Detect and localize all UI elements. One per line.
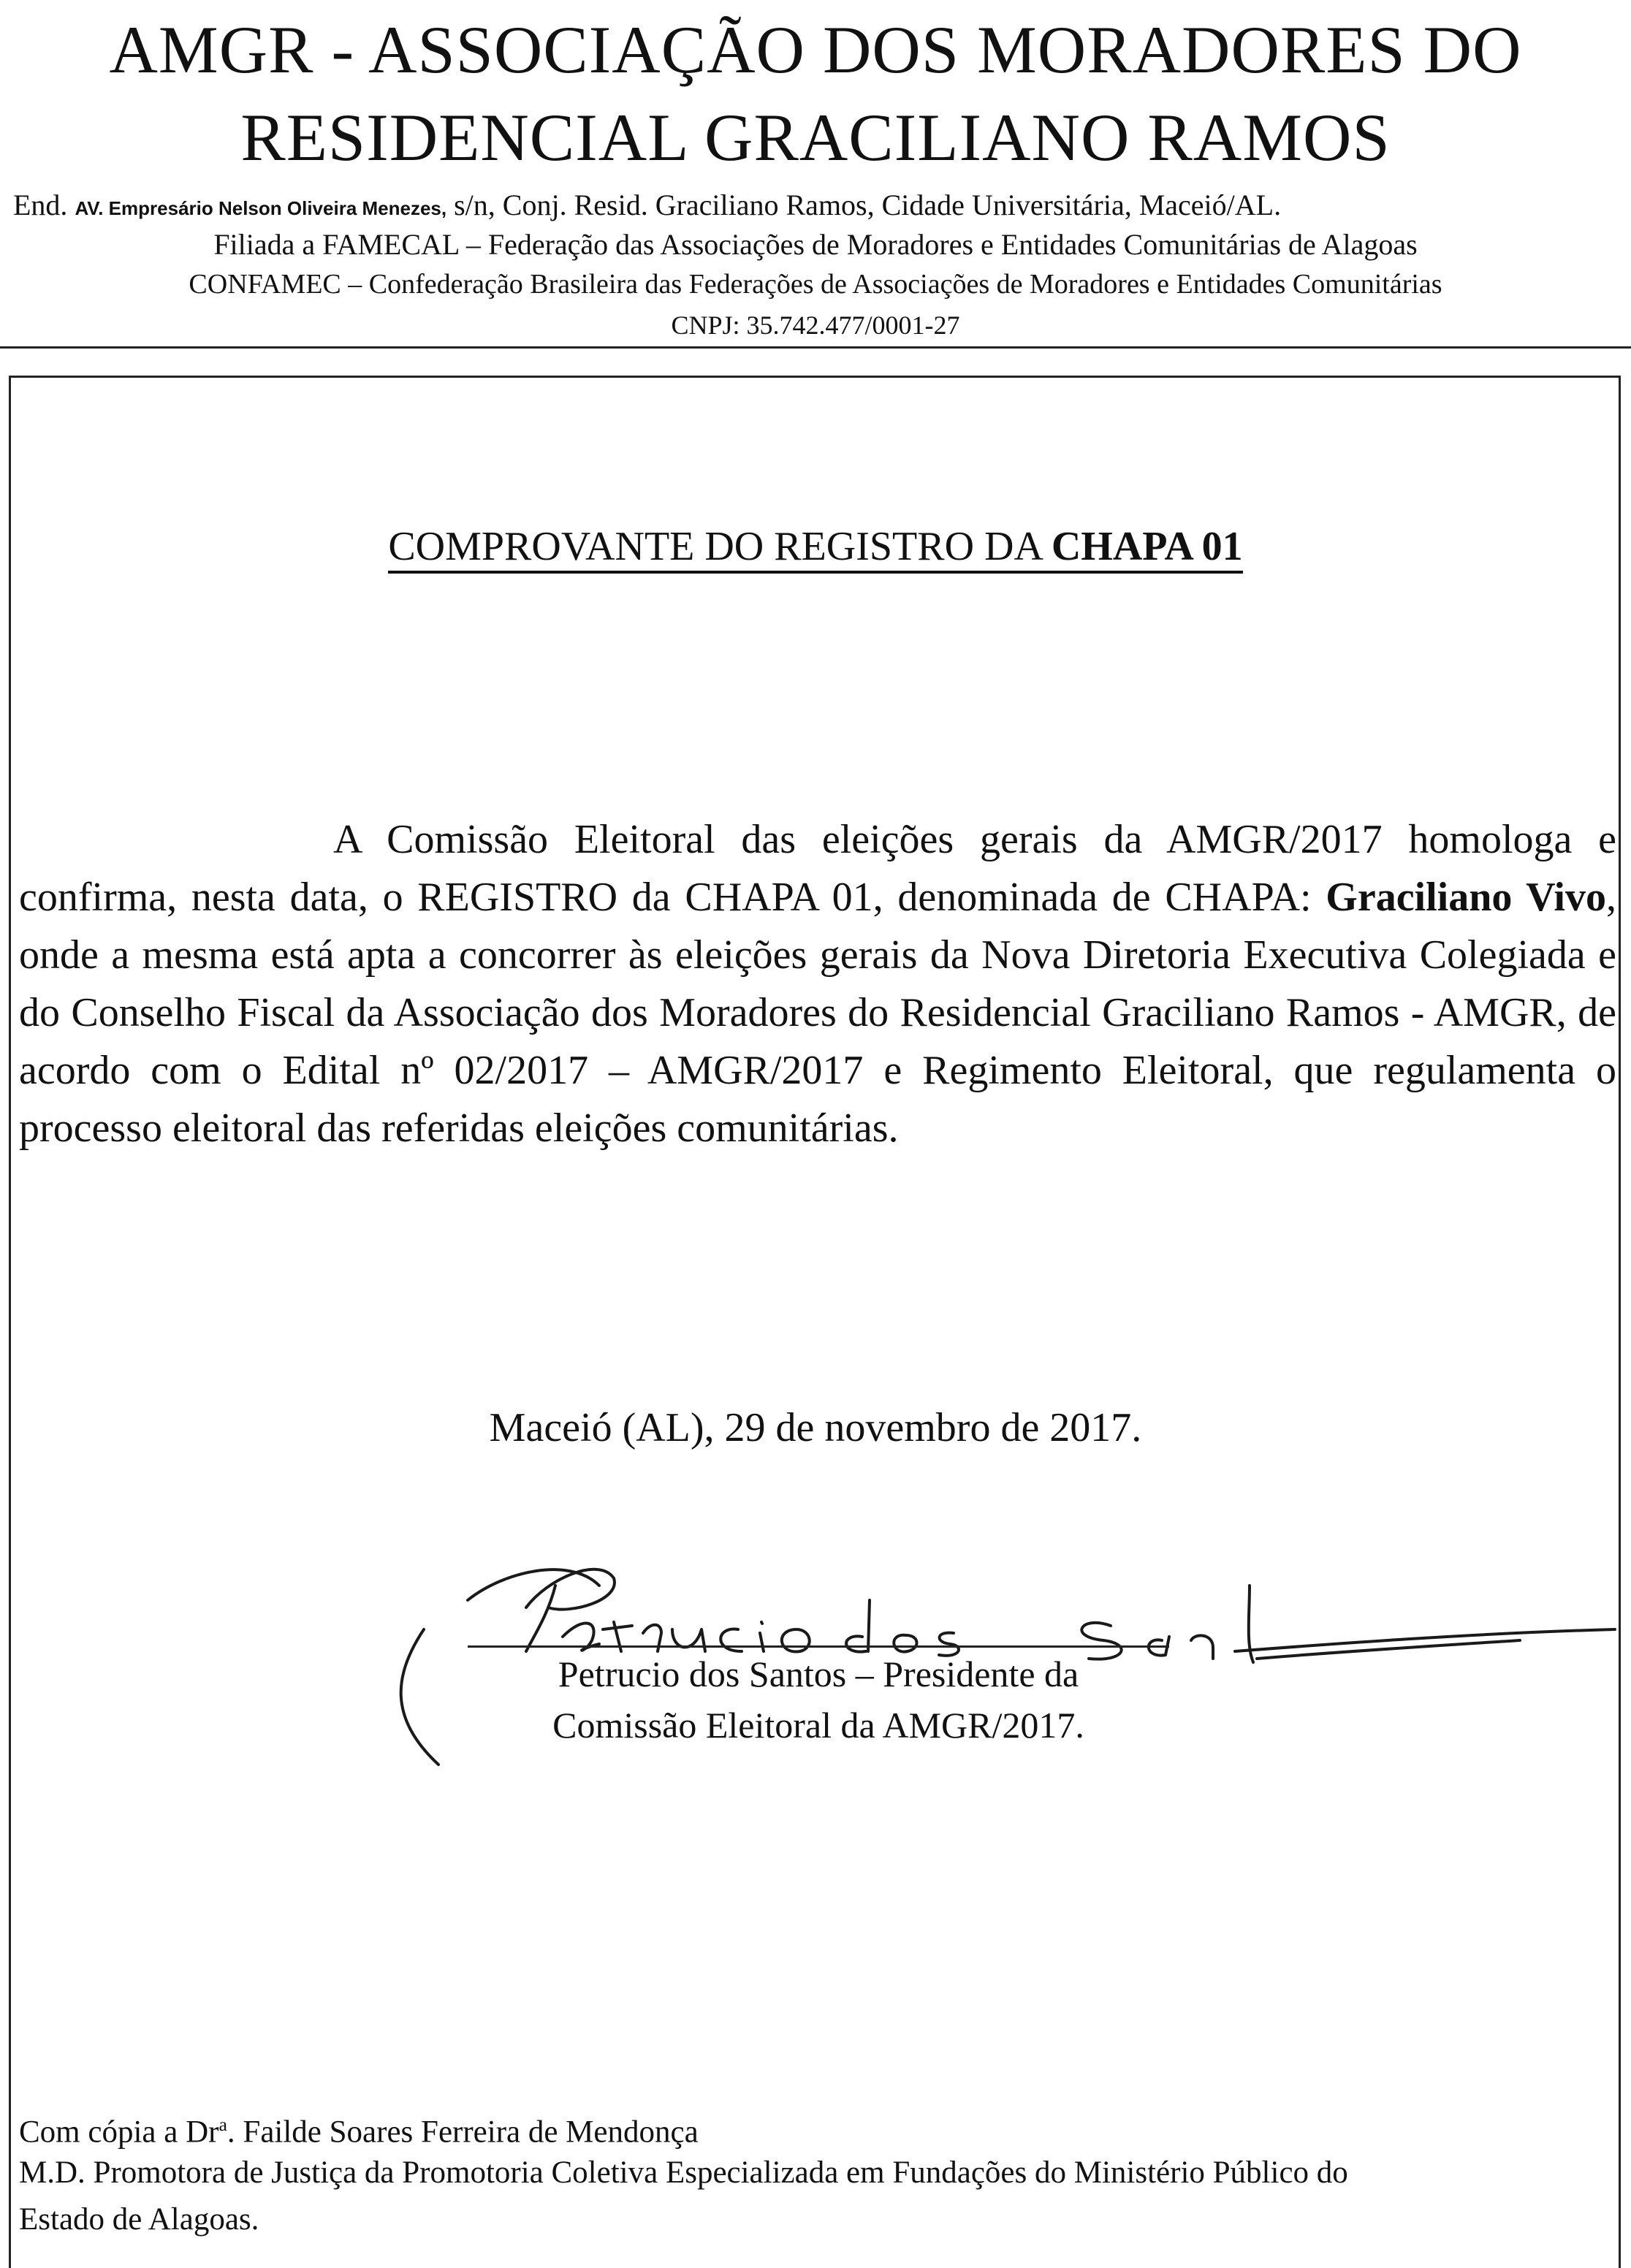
body-chapa-name: Graciliano Vivo xyxy=(1326,875,1606,920)
body-part1: A Comissão Eleitoral das eleições gerais da AMGR/2017 homologa e confirma, nesta data, o REGISTRO da CHAPA 01, denominada de CHAPA: xyxy=(19,817,1616,920)
address-street: AV. Empresário Nelson Oliveira Menezes, xyxy=(75,197,447,219)
footer-copy-name: . Failde Soares Ferreira de Mendonça xyxy=(227,2115,699,2150)
footer-copy-line xyxy=(19,2106,1616,2151)
content-frame xyxy=(9,376,1621,2268)
body-part2: , onde a mesma está apta a concorrer às eleições gerais da Nova Diretoria Executiva Colegiada e do Conselho Fiscal da Associação dos Moradores do Residencial Graciliano Ramos - AMGR, de acordo com o Edital nº 02/2017 – AMGR/2017 e Regimento Eleitoral, que regulamenta o processo eleitoral das referidas eleições comunitárias. xyxy=(19,875,1616,1151)
date-line: Maceió (AL), 29 de novembro de 2017. xyxy=(489,1405,1142,1450)
footer-copy-sup: a xyxy=(218,2114,227,2135)
signatory-name-title: Petrucio dos Santos – Presidente da xyxy=(558,1654,1079,1694)
address-prefix: End. xyxy=(13,189,68,221)
footer-recipient-state: Estado de Alagoas. xyxy=(19,2202,259,2237)
letterhead-title-line2: RESIDENCIAL GRACILIANO RAMOS xyxy=(240,100,1391,175)
signatory-role: Comissão Eleitoral da AMGR/2017. xyxy=(552,1705,1084,1746)
letterhead-affiliation-famecal: Filiada a FAMECAL – Federação das Associações de Moradores e Entidades Comunitárias de Alagoas xyxy=(213,228,1418,261)
letterhead-divider xyxy=(0,346,1631,349)
body-paragraph xyxy=(19,811,1616,1157)
address-rest: s/n, Conj. Resid. Graciliano Ramos, Cidade Universitária, Maceió/AL. xyxy=(454,189,1282,221)
document-heading xyxy=(0,523,1631,570)
letterhead-address xyxy=(13,189,1631,225)
footer-recipient-role: M.D. Promotora de Justiça da Promotoria Coletiva Especializada em Fundações do Ministério Público do xyxy=(19,2155,1348,2190)
letterhead-title-line1: AMGR - ASSOCIAÇÃO DOS MORADORES DO xyxy=(109,12,1522,87)
heading-chapa: CHAPA 01 xyxy=(1051,524,1243,569)
signature-line xyxy=(468,1645,1169,1648)
footer-copy-prefix: Com cópia a Dr xyxy=(19,2115,219,2150)
heading-prefix: COMPROVANTE DO REGISTRO DA xyxy=(388,524,1052,569)
letterhead-affiliation-confamec: CONFAMEC – Confederação Brasileira das Federações de Associações de Moradores e Entidades Comunitárias xyxy=(189,269,1442,300)
letterhead-cnpj: CNPJ: 35.742.477/0001-27 xyxy=(671,311,960,340)
